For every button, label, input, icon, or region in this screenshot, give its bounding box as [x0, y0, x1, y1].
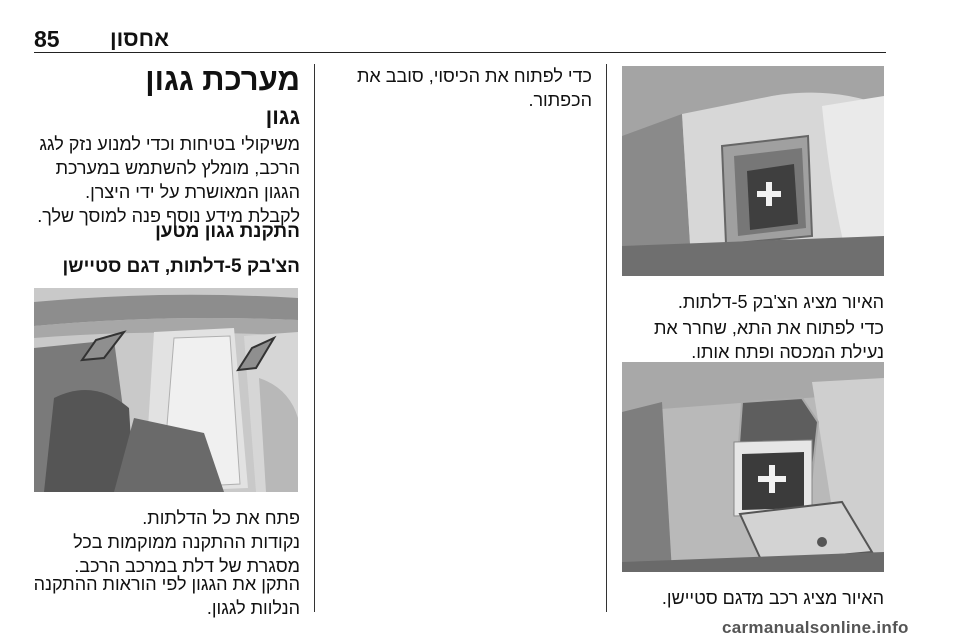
column-divider-right	[314, 64, 315, 612]
install-heading: התקנת גגון מטען	[155, 221, 300, 242]
column-divider-left	[606, 64, 607, 612]
open-compartment-instruction: כדי לפתוח את התא, שחרר את נעילת המכסה ופתח אותו.	[653, 318, 884, 362]
variant-heading: הצ'בק 5-דלתות, דגם סטיישן	[62, 256, 300, 277]
header-rule	[34, 52, 886, 53]
step-1: פתח את כל הדלתות.	[142, 508, 300, 528]
step-2: נקודות ההתקנה ממוקמות בכל מסגרת של דלת במרכב הרכב.	[73, 532, 300, 576]
knob-instruction: כדי לפתוח את הכיסוי, סובב את הכפתור.	[356, 66, 592, 110]
subheading: גגון	[265, 104, 300, 129]
step-3: התקן את הגגון לפי הוראות ההתקנה הנלוות לגגון.	[33, 574, 300, 618]
main-heading: מערכת גגון	[145, 62, 300, 97]
page-number: 85	[34, 26, 60, 52]
roof-mounting-photo	[34, 288, 298, 492]
caption-station-wagon: האיור מציג רכב מדגם סטיישן.	[661, 588, 884, 608]
watermark: carmanualsonline.info	[722, 618, 909, 637]
intro-paragraph: משיקולי בטיחות וכדי למנוע נזק לגג הרכב, מומלץ להשתמש במערכת הגגון המאושרת על ידי היצרן. לקבלת מידע נוסף פנה למוסך שלך.	[37, 134, 300, 226]
section-title: אחסון	[110, 26, 170, 51]
hatchback-trunk-photo	[622, 66, 884, 276]
caption-hatchback: האיור מציג הצ'בק 5-דלתות.	[677, 292, 884, 312]
station-wagon-trunk-photo	[622, 362, 884, 572]
